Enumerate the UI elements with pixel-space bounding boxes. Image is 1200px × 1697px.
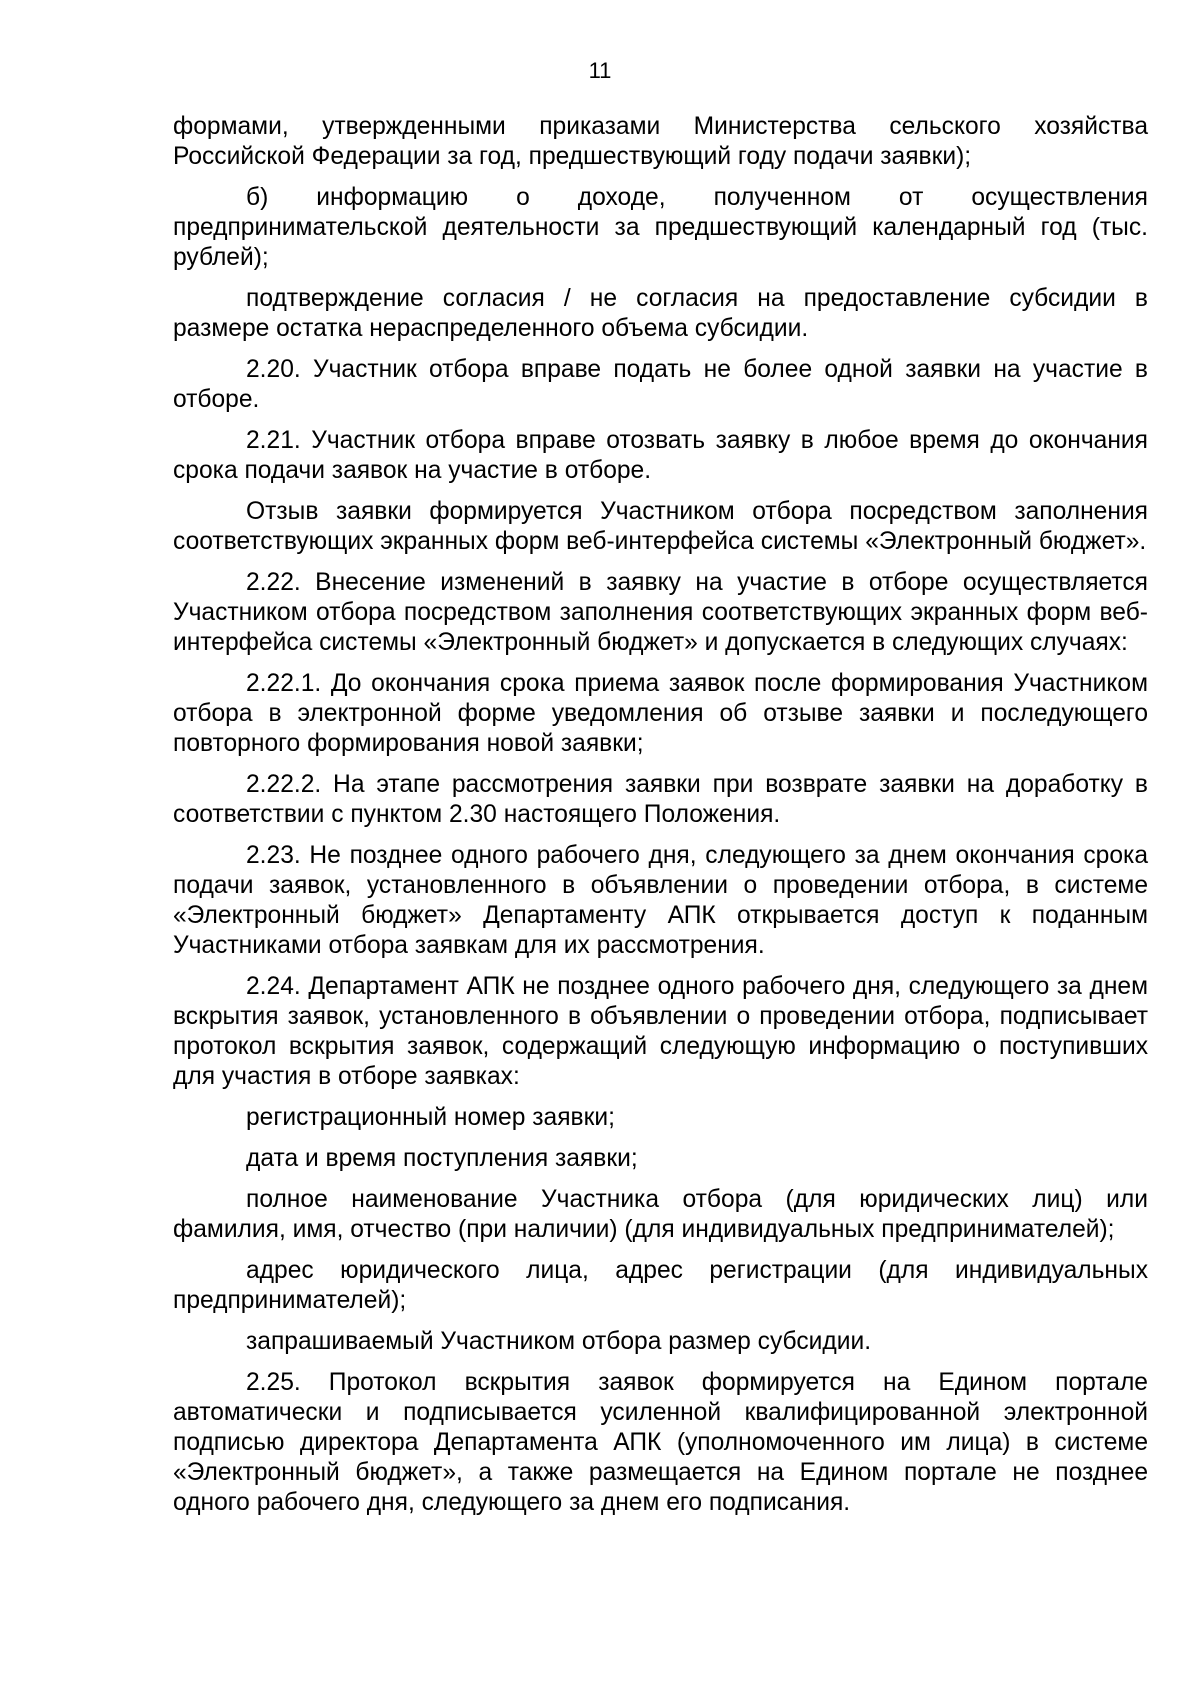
page-number: 11 bbox=[588, 58, 612, 83]
paragraph: б) информацию о доходе, полученном от осуществления предпринимательской деятельности за предшествующий календарный год (тыс. рублей); bbox=[173, 184, 1148, 271]
paragraph: 2.22. Внесение изменений в заявку на участие в отборе осуществляется Участником отбора посредством заполнения соответствующих экранных форм веб-интерфейса системы «Электронный бюджет» и допускается в следующих случаях: bbox=[173, 569, 1148, 656]
paragraph: 2.23. Не позднее одного рабочего дня, следующего за днем окончания срока подачи заявок, установленного в объявлении о проведении отбора, в системе «Электронный бюджет» Департаменту АПК открывается доступ к поданным Участниками отбора заявкам для их рассмотрения. bbox=[173, 842, 1148, 959]
paragraph: 2.22.1. До окончания срока приема заявок после формирования Участником отбора в электронной форме уведомления об отзыве заявки и последующего повторного формирования новой заявки; bbox=[173, 670, 1148, 757]
paragraph: полное наименование Участника отбора (для юридических лиц) или фамилия, имя, отчество (при наличии) (для индивидуальных предпринимателей); bbox=[173, 1186, 1148, 1243]
document-body bbox=[173, 112, 1148, 1529]
paragraph: 2.24. Департамент АПК не позднее одного рабочего дня, следующего за днем вскрытия заявок, установленного в объявлении о проведении отбора, подписывает протокол вскрытия заявок, содержащий следующую информацию о поступивших для участия в отборе заявках: bbox=[173, 973, 1148, 1090]
paragraph: запрашиваемый Участником отбора размер субсидии. bbox=[246, 1328, 872, 1355]
paragraph: 2.21. Участник отбора вправе отозвать заявку в любое время до окончания срока подачи заявок на участие в отборе. bbox=[173, 427, 1148, 484]
paragraph: Отзыв заявки формируется Участником отбора посредством заполнения соответствующих экранных форм веб-интерфейса системы «Электронный бюджет». bbox=[173, 498, 1148, 555]
paragraph: 2.25. Протокол вскрытия заявок формируется на Едином портале автоматически и подписывается усиленной квалифицированной электронной подписью директора Департамента АПК (уполномоченного им лица) в системе «Электронный бюджет», а также размещается на Едином портале не позднее одного рабочего дня, следующего за днем его подписания. bbox=[173, 1369, 1148, 1516]
paragraph: дата и время поступления заявки; bbox=[246, 1145, 638, 1172]
paragraph: регистрационный номер заявки; bbox=[246, 1104, 615, 1131]
paragraph: подтверждение согласия / не согласия на предоставление субсидии в размере остатка нераспределенного объема субсидии. bbox=[173, 285, 1148, 342]
paragraph: 2.22.2. На этапе рассмотрения заявки при возврате заявки на доработку в соответствии с пунктом 2.30 настоящего Положения. bbox=[173, 771, 1148, 828]
paragraph: 2.20. Участник отбора вправе подать не более одной заявки на участие в отборе. bbox=[173, 356, 1148, 413]
paragraph: адрес юридического лица, адрес регистрации (для индивидуальных предпринимателей); bbox=[173, 1257, 1148, 1314]
paragraph: формами, утвержденными приказами Министерства сельского хозяйства Российской Федерации за год, предшествующий году подачи заявки); bbox=[173, 113, 1148, 170]
